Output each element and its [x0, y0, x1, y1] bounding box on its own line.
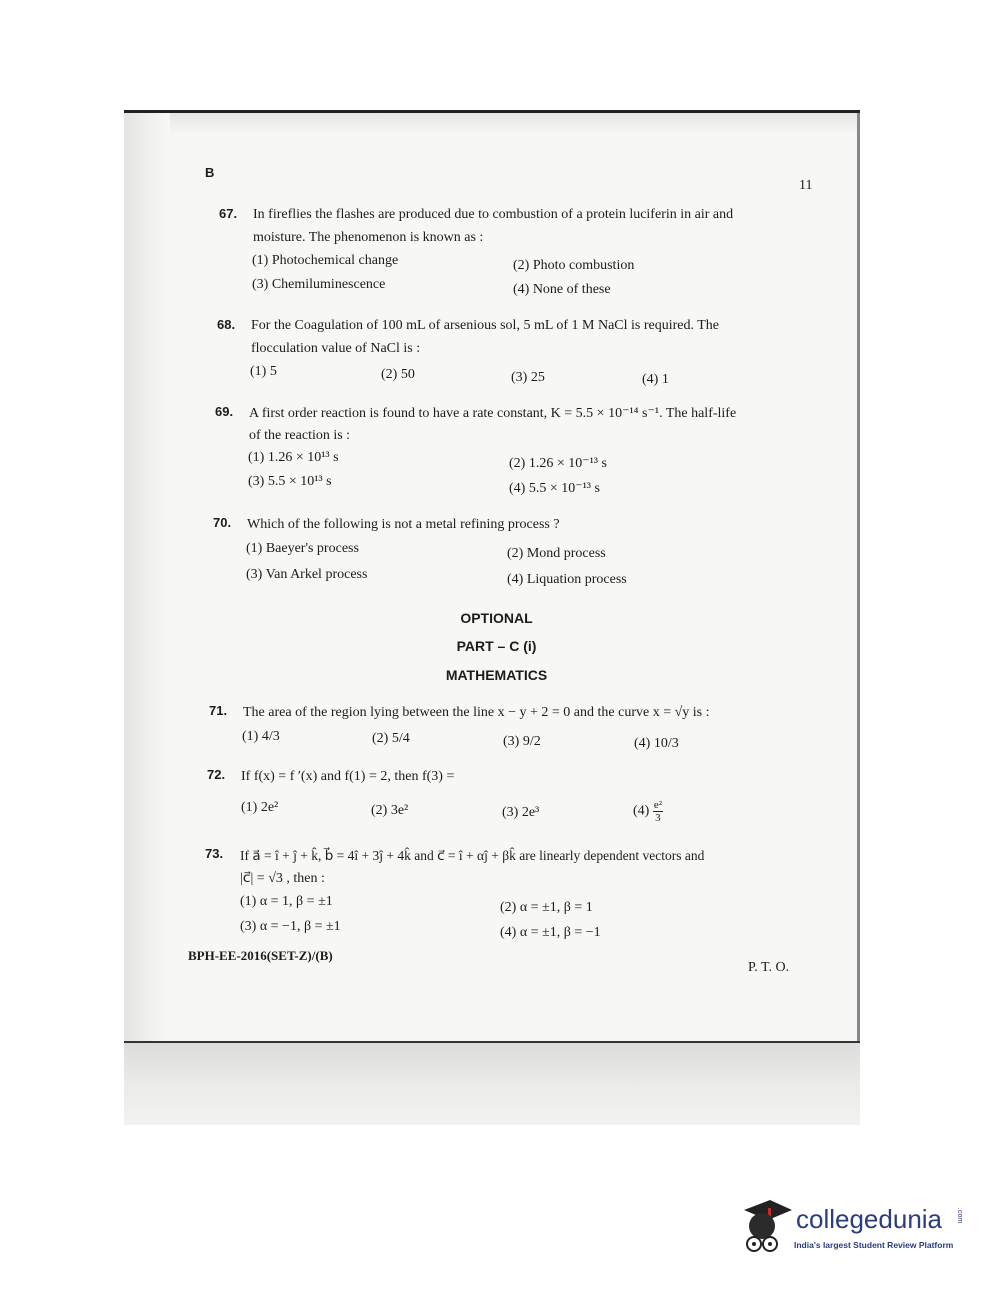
- option-4-label: (4): [633, 803, 650, 819]
- question-text-line1: For the Coagulation of 100 mL of arsenious sol, 5 mL of 1 M NaCl is required. The: [251, 318, 720, 333]
- option-4: (4) 5.5 × 10⁻¹³ s: [509, 481, 600, 496]
- paper-code: BPH-EE-2016(SET-Z)/(B): [188, 948, 333, 963]
- question-text-line1: A first order reaction is found to have a rate constant, K = 5.5 × 10⁻¹⁴ s⁻¹. The half-life: [249, 406, 737, 421]
- option-4: (4) 1: [642, 372, 669, 387]
- question-text-line1: If f(x) = f ′(x) and f(1) = 2, then f(3) =: [241, 769, 455, 784]
- option-1: (1) 1.26 × 10¹³ s: [248, 450, 339, 465]
- option-4: (4) 10/3: [634, 736, 679, 751]
- option-2: (2) 50: [381, 367, 415, 382]
- option-3: (3) 5.5 × 10¹³ s: [248, 474, 332, 489]
- question-number: 73.: [205, 846, 224, 861]
- option-3: (3) α = −1, β = ±1: [240, 919, 341, 934]
- option-2: (2) Photo combustion: [513, 258, 635, 273]
- fraction-numerator: e²: [653, 799, 663, 811]
- scan-bottom-band: [124, 1041, 860, 1125]
- question-text-line2: |c⃗| = √3 , then :: [240, 871, 325, 886]
- option-2: (2) 1.26 × 10⁻¹³ s: [509, 456, 607, 471]
- collegedunia-logo: [738, 1196, 963, 1256]
- question-number: 70.: [213, 515, 232, 530]
- option-2: (2) Mond process: [507, 546, 606, 561]
- section-part: PART – C (i): [456, 638, 537, 654]
- option-1: (1) Photochemical change: [252, 253, 399, 268]
- option-3: (3) Chemiluminescence: [252, 277, 386, 292]
- question-number: 67.: [219, 206, 238, 221]
- section-optional: OPTIONAL: [460, 610, 533, 626]
- logo-wordmark: collegedunia: [796, 1204, 943, 1234]
- section-subject: MATHEMATICS: [445, 667, 548, 683]
- option-3: (3) 2e³: [502, 805, 540, 820]
- option-2: (2) 5/4: [372, 731, 410, 746]
- question-text-line1: Which of the following is not a metal refining process ?: [247, 517, 560, 532]
- logo-tagline: India's largest Student Review Platform: [794, 1240, 954, 1250]
- option-4: (4) None of these: [513, 282, 611, 297]
- question-number: 69.: [215, 404, 234, 419]
- scan-right-edge: [857, 113, 860, 1045]
- option-3: (3) 25: [511, 370, 545, 385]
- option-1: (1) α = 1, β = ±1: [240, 894, 333, 909]
- option-1: (1) 4/3: [242, 729, 280, 744]
- student-mascot-icon: [738, 1196, 796, 1256]
- option-1: (1) 5: [250, 364, 277, 379]
- option-3: (3) Van Arkel process: [246, 567, 368, 582]
- question-text-line1: If a⃗ = î + ĵ + k̂, b⃗ = 4î + 3ĵ + 4k̂ and c⃗ = î + αĵ + βk̂ are linearly dependent vectors and: [240, 848, 705, 863]
- question-number: 72.: [207, 767, 226, 782]
- page-number: 11: [799, 178, 813, 193]
- option-4: (4) Liquation process: [507, 572, 627, 587]
- option-3: (3) 9/2: [503, 734, 541, 749]
- set-mark: B: [205, 165, 215, 180]
- scan-top-shade: [124, 113, 860, 135]
- question-text-line1: The area of the region lying between the line x − y + 2 = 0 and the curve x = √y is :: [243, 705, 710, 720]
- please-turn-over: P. T. O.: [748, 960, 790, 975]
- question-text-line2: flocculation value of NaCl is :: [251, 341, 421, 356]
- option-4: [633, 799, 663, 824]
- question-number: 68.: [217, 317, 236, 332]
- option-4-fraction: [653, 799, 663, 824]
- question-number: 71.: [209, 703, 228, 718]
- option-2: (2) 3e²: [371, 803, 409, 818]
- option-1: (1) Baeyer's process: [246, 541, 359, 556]
- option-2: (2) α = ±1, β = 1: [500, 900, 593, 915]
- question-text-line2: of the reaction is :: [249, 428, 351, 443]
- fraction-denominator: 3: [655, 812, 661, 824]
- question-text-line2: moisture. The phenomenon is known as :: [253, 230, 484, 245]
- option-1: (1) 2e²: [241, 800, 279, 815]
- logo-suffix: .com: [956, 1208, 963, 1224]
- question-text-line1: In fireflies the flashes are produced due to combustion of a protein luciferin in air and: [253, 207, 734, 222]
- option-4: (4) α = ±1, β = −1: [500, 925, 601, 940]
